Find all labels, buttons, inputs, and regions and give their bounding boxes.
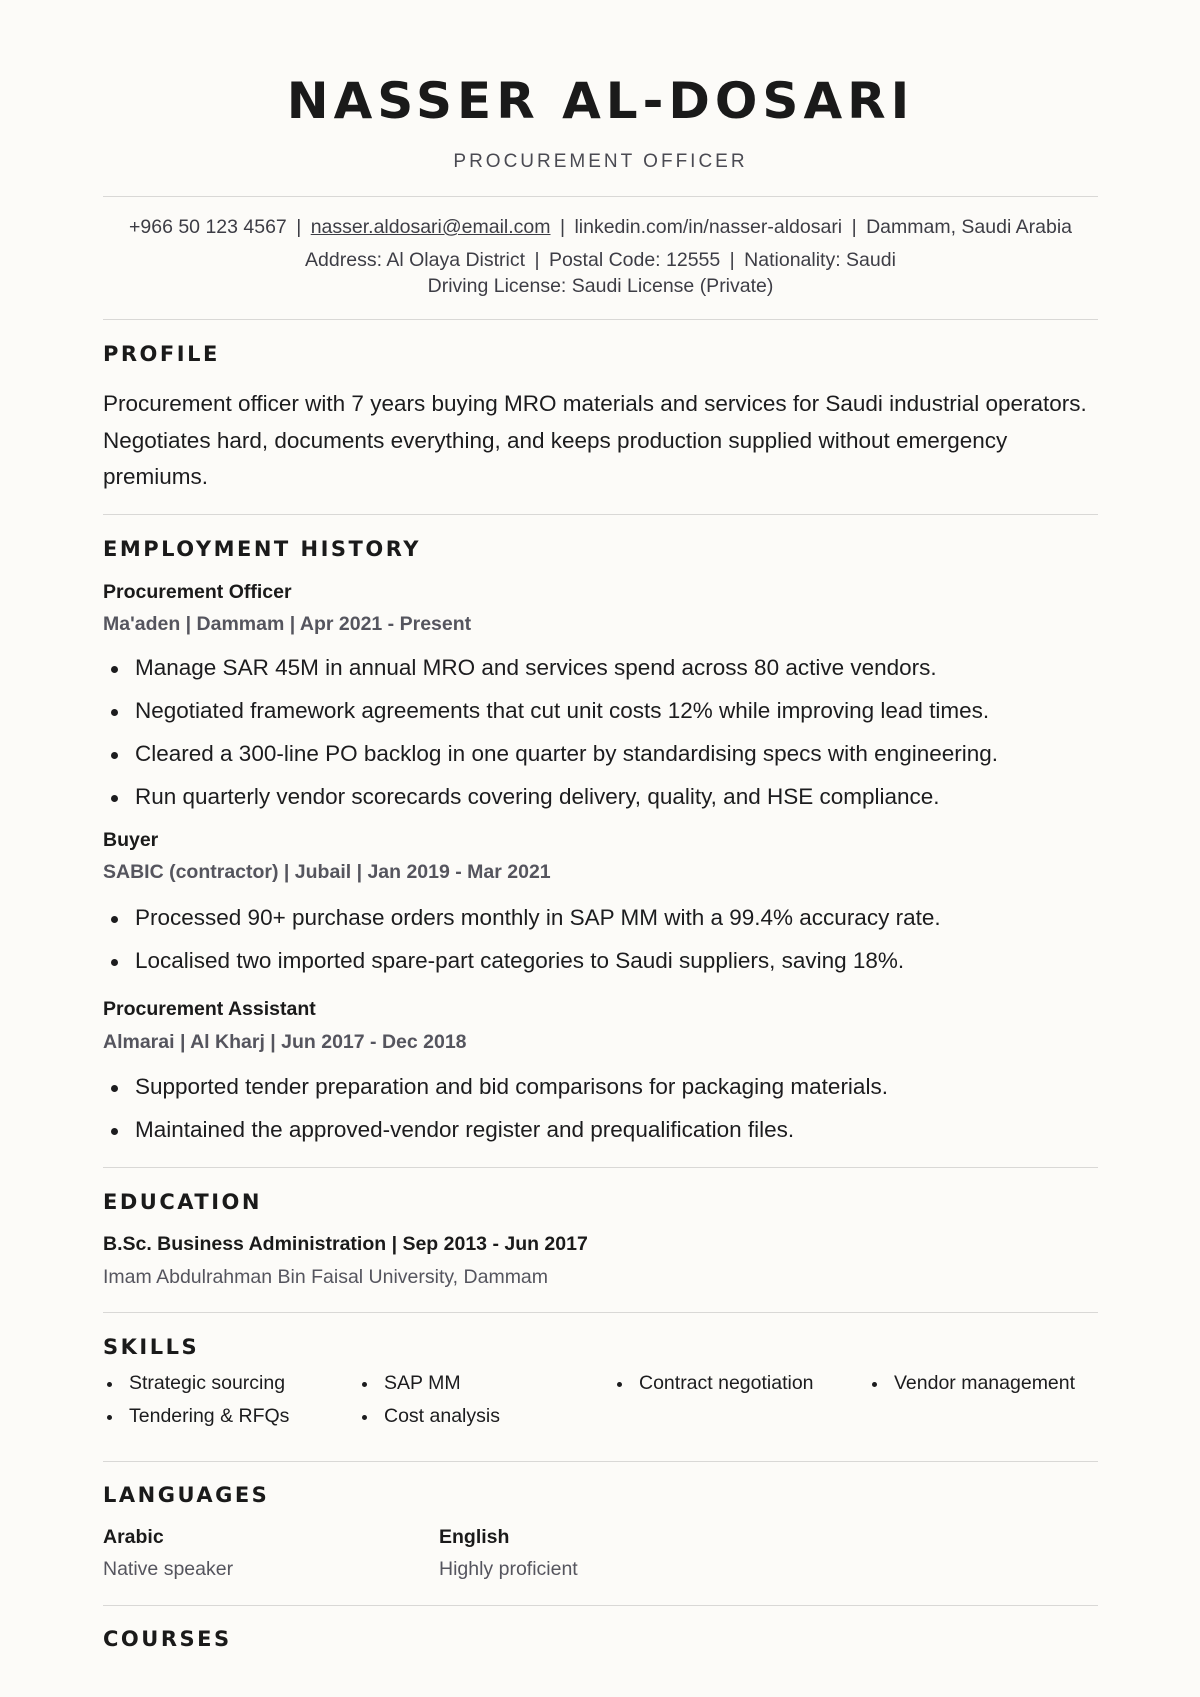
divider [103, 514, 1098, 515]
job-bullet: Manage SAR 45M in annual MRO and services spend across 80 active vendors. [103, 653, 1098, 696]
email-link[interactable]: nasser.aldosari@email.com [310, 216, 551, 238]
job-bullet: Negotiated framework agreements that cut unit costs 12% while improving lead times. [103, 696, 1098, 739]
education-degree: B.Sc. Business Administration | Sep 2013 - Jun 2017 [103, 1233, 588, 1255]
divider [103, 1312, 1098, 1313]
divider [103, 1605, 1098, 1606]
profile-summary: Procurement officer with 7 years buying MRO materials and services for Saudi industrial operators. Negotiates hard, documents everything, and keeps production supplied without emergency premiums. [103, 391, 1087, 489]
job-title: Buyer [103, 829, 159, 851]
contact-line-2 [103, 249, 1098, 272]
job-meta: Almarai | Al Kharj | Jun 2017 - Dec 2018 [103, 1031, 467, 1053]
education-school: Imam Abdulrahman Bin Faisal University, Dammam [103, 1266, 549, 1288]
location: Dammam, Saudi Arabia [866, 216, 1072, 238]
skill-item: Vendor management [868, 1372, 1075, 1395]
contact-line-1 [103, 216, 1098, 239]
skill-item: Cost analysis [358, 1405, 500, 1428]
separator: | [729, 249, 735, 271]
language-name: English [439, 1526, 510, 1548]
linkedin-url: linkedin.com/in/nasser-aldosari [574, 216, 843, 238]
postal-code: Postal Code: 12555 [548, 249, 721, 271]
skill-item: SAP MM [358, 1372, 461, 1395]
driving-license: Driving License: Saudi License (Private) [427, 275, 774, 297]
section-heading-employment: EMPLOYMENT HISTORY [103, 537, 421, 561]
divider [103, 1167, 1098, 1168]
job-meta: SABIC (contractor) | Jubail | Jan 2019 - Mar 2021 [103, 861, 551, 883]
divider [103, 1461, 1098, 1462]
address: Address: Al Olaya District [305, 249, 526, 271]
separator: | [534, 249, 540, 271]
job-bullet: Run quarterly vendor scorecards covering delivery, quality, and HSE compliance. [103, 782, 1098, 825]
language-level: Highly proficient [439, 1558, 578, 1580]
contact-line-3 [103, 275, 1098, 298]
job-title: Procurement Officer [103, 581, 292, 603]
job-bullet: Maintained the approved-vendor register and prequalification files. [103, 1115, 1098, 1158]
divider [103, 319, 1098, 320]
job-bullets [103, 903, 1098, 989]
job-bullets [103, 1072, 1098, 1158]
job-bullet: Localised two imported spare-part categories to Saudi suppliers, saving 18%. [103, 946, 1098, 989]
skill-item: Contract negotiation [613, 1372, 814, 1395]
divider [103, 196, 1098, 197]
separator: | [851, 216, 857, 238]
separator: | [296, 216, 302, 238]
job-meta: Ma'aden | Dammam | Apr 2021 - Present [103, 613, 472, 635]
job-bullet: Supported tender preparation and bid comparisons for packaging materials. [103, 1072, 1098, 1115]
section-heading-languages: LANGUAGES [103, 1483, 270, 1507]
section-heading-skills: SKILLS [103, 1335, 200, 1359]
language-name: Arabic [103, 1526, 164, 1548]
phone-number: +966 50 123 4567 [129, 216, 287, 238]
skill-item: Strategic sourcing [103, 1372, 285, 1395]
skill-item: Tendering & RFQs [103, 1405, 289, 1428]
language-level: Native speaker [103, 1558, 234, 1580]
job-bullet: Cleared a 300-line PO backlog in one quarter by standardising specs with engineering. [103, 739, 1098, 782]
section-heading-profile: PROFILE [103, 342, 220, 366]
section-heading-education: EDUCATION [103, 1190, 262, 1214]
job-bullets [103, 653, 1098, 825]
nationality: Nationality: Saudi [744, 249, 896, 271]
candidate-name: NASSER AL-DOSARI [286, 72, 915, 130]
job-bullet: Processed 90+ purchase orders monthly in SAP MM with a 99.4% accuracy rate. [103, 903, 1098, 946]
job-title: Procurement Assistant [103, 998, 316, 1020]
separator: | [559, 216, 566, 238]
candidate-role: PROCUREMENT OFFICER [453, 151, 748, 172]
section-heading-courses: COURSES [103, 1627, 232, 1651]
